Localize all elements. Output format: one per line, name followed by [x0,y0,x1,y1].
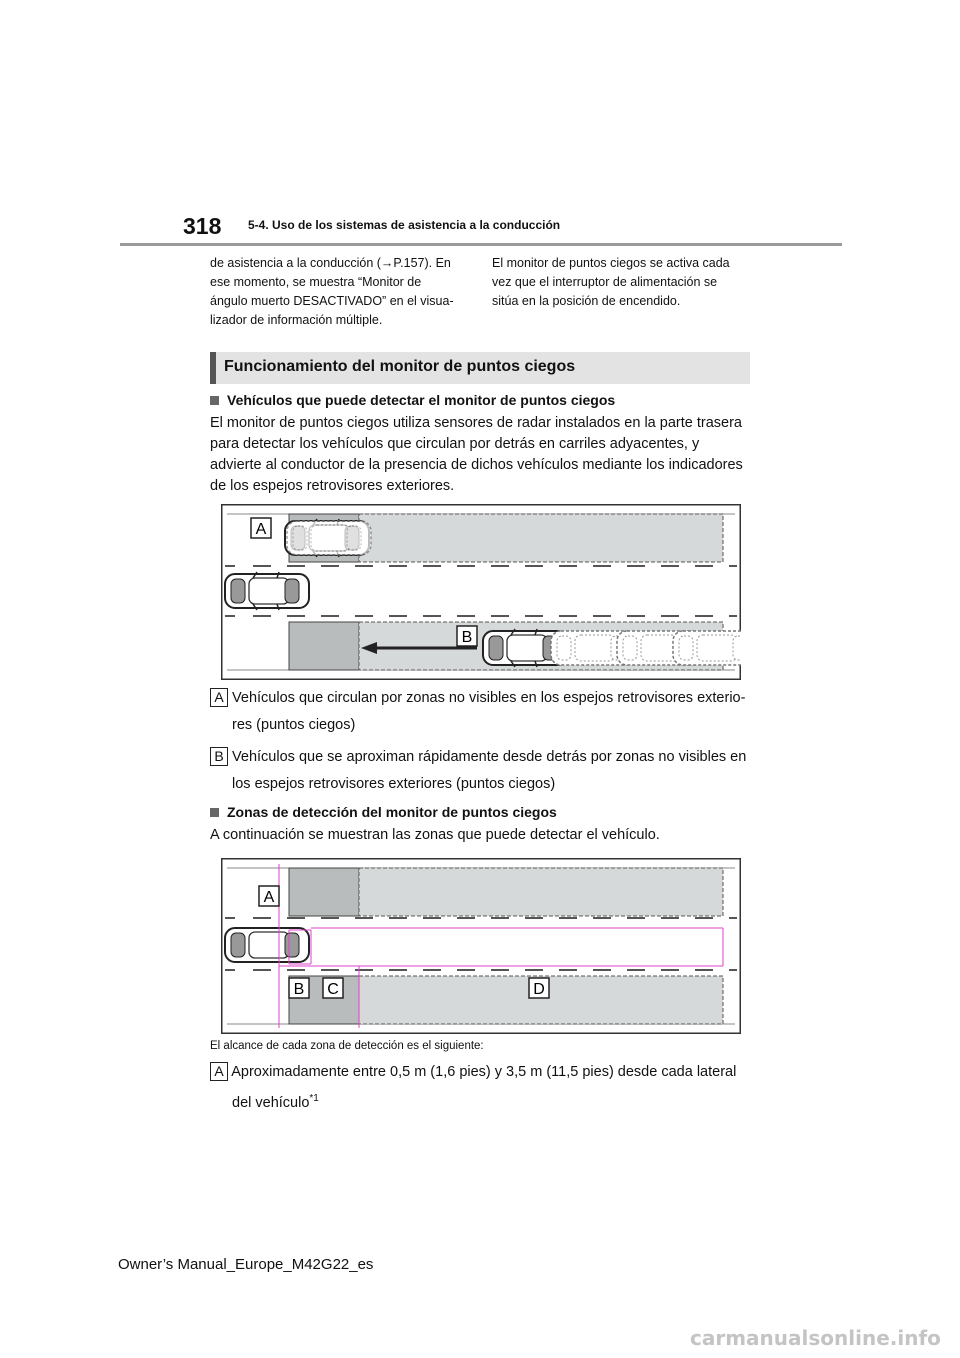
section2-heading-text: Zonas de detección del monitor de puntos ciegos [227,804,557,820]
figure-label-a: A [255,521,267,538]
header-rule [120,243,842,246]
figure-blind-spot-vehicles [221,504,741,680]
bullet-square-icon [210,396,219,405]
figure-label-a: A [263,889,275,906]
bullet-square-icon [210,808,219,817]
figure-label-d: D [533,981,545,998]
own-vehicle-icon [225,928,309,962]
figure-label-c: C [327,981,339,998]
figure-caption: El alcance de cada zona de detección es el siguiente: [210,1040,484,1052]
legend-text-continuation: los espejos retrovisores exteriores (puntos ciegos) [232,776,556,792]
paragraph-line: de los espejos retrovisores exteriores. [210,478,455,494]
section1-paragraph [210,413,770,497]
intro-left-line: ese momento, se muestra “Monitor de [210,275,422,289]
own-vehicle-icon [225,572,309,610]
intro-left-column [210,254,478,330]
figure-detection-zones [221,858,741,1034]
legend-item [210,1062,736,1081]
paragraph-line: advierte al conductor de la presencia de dichos vehículos mediante los indicadores [210,457,743,473]
page-number: 318 [183,213,222,239]
intro-right-line: sitúa en la posición de encendido. [492,294,681,308]
figure-label-b: B [461,629,473,646]
zone-blind-spot-lower [289,622,359,670]
legend-text: del vehículo [232,1094,310,1111]
zone-a-upper [289,868,359,916]
legend-item [210,688,745,707]
footnote-marker: *1 [309,1093,319,1104]
legend-text: Vehículos que se aproximan rápidamente desde detrás por zonas no visibles en [232,749,747,765]
footer-text: Owner’s Manual_Europe_M42G22_es [118,1256,374,1273]
section2-paragraph: A continuación se muestran las zonas que puede detectar el vehículo. [210,827,660,843]
paragraph-line: El monitor de puntos ciegos utiliza sensores de radar instalados en la parte trasera [210,415,742,431]
section-title: 5-4. Uso de los sistemas de asistencia a la conducción [248,218,561,232]
watermark: carmanualsonline.info [690,1326,941,1350]
section2-heading [210,804,557,820]
legend-badge: A [210,688,228,707]
legend-text: Vehículos que circulan por zonas no visibles en los espejos retrovisores exterio- [232,690,746,706]
intro-right-line: vez que el interruptor de alimentación se [492,275,718,289]
section1-heading-text: Vehículos que puede detectar el monitor de puntos ciegos [227,392,616,408]
banner-title: Funcionamiento del monitor de puntos ciegos [224,358,576,375]
legend-badge: A [210,1062,228,1081]
intro-left-line: ángulo muerto DESACTIVADO” en el visua- [210,294,454,308]
intro-right-line: El monitor de puntos ciegos se activa cada [492,256,730,270]
legend-text-continuation: res (puntos ciegos) [232,717,356,733]
section1-heading [210,392,615,408]
legend-item [210,747,746,766]
zone-approach-upper [359,514,723,562]
figure-label-b: B [293,981,305,998]
paragraph-line: para detectar los vehículos que circulan por detrás en carriles adyacentes, y [210,436,700,452]
car-ghost-icon [287,521,371,555]
intro-left-line: de asistencia a la conducción (→P.157). En [210,256,451,270]
car-ghost-icon [673,631,741,665]
legend-text: Aproximadamente entre 0,5 m (1,6 pies) y 3,5 m (11,5 pies) desde cada lateral [231,1064,737,1080]
intro-left-line: lizador de información múltiple. [210,313,383,327]
legend-badge: B [210,747,228,766]
intro-right-column [492,254,750,311]
zone-d-upper [359,868,723,916]
banner-accent-bar [210,352,216,384]
legend-text-continuation [232,1093,319,1111]
